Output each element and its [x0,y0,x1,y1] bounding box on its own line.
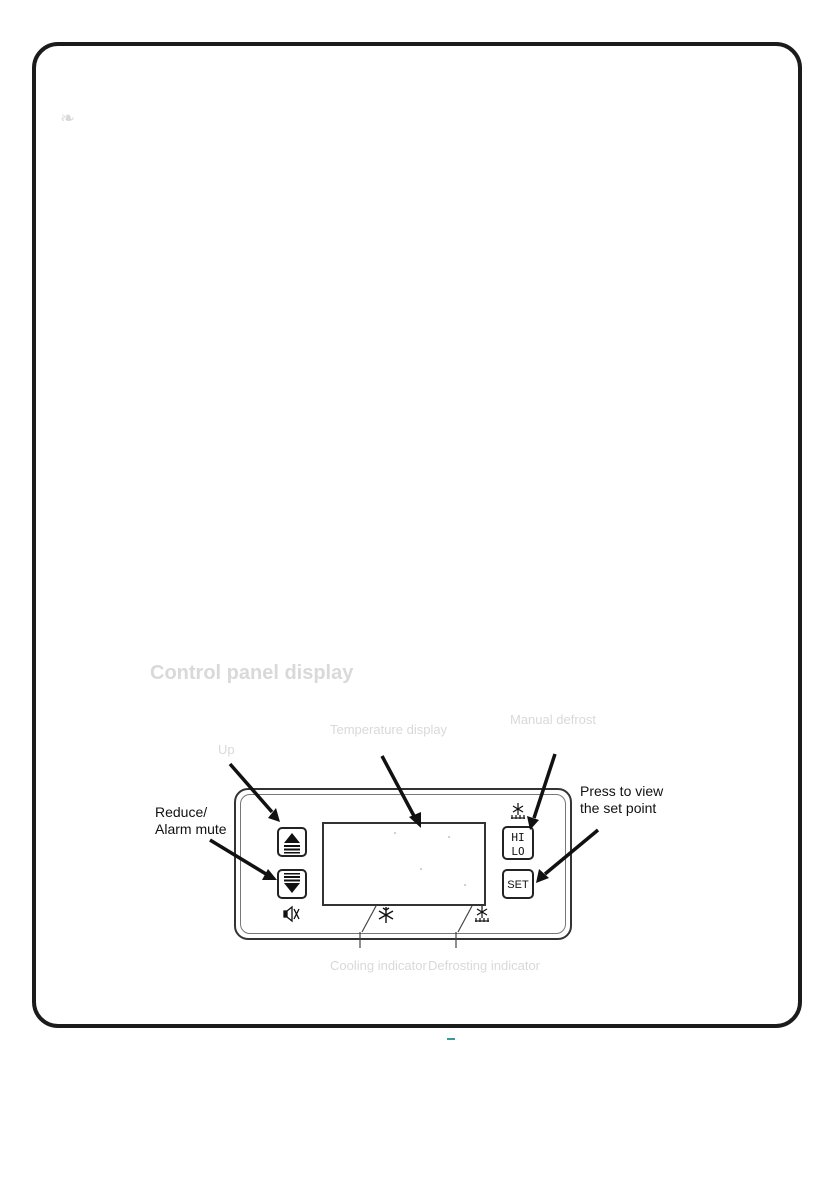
defrost-arrowhead [527,816,539,830]
setpoint-arrow [545,830,598,874]
defrost-icon [475,906,489,922]
lo-label: LO [511,845,525,858]
speaker-mute-icon [284,907,299,921]
defrosting-callout: Defrosting indicator [428,958,540,973]
snowflake-icon [379,907,393,923]
defrosting-leader [458,906,472,932]
hi-label: HI [511,831,525,844]
display-arrow [382,756,414,816]
set-label: SET [507,879,529,891]
defrost-callout: Manual defrost [510,712,596,727]
reduce-arrow [210,840,266,874]
defrost-arrow [534,754,555,818]
reduce-callout-line1: Reduce/ [155,804,208,820]
cooling-callout: Cooling indicator [330,958,427,973]
section-heading: Control panel display [150,662,354,684]
setpoint-callout-line1: Press to view [580,783,664,799]
display-callout: Temperature display [330,722,448,737]
page-number-mark [447,1038,455,1040]
corner-mark: ❧ [60,108,76,128]
increase-arrow [230,764,272,812]
hilo-defrost-icon [511,803,525,819]
setpoint-callout-line2: the set point [580,800,657,816]
increase-callout: Up [218,742,235,757]
reduce-callout-line2: Alarm mute [155,821,227,837]
cooling-leader [362,906,376,932]
